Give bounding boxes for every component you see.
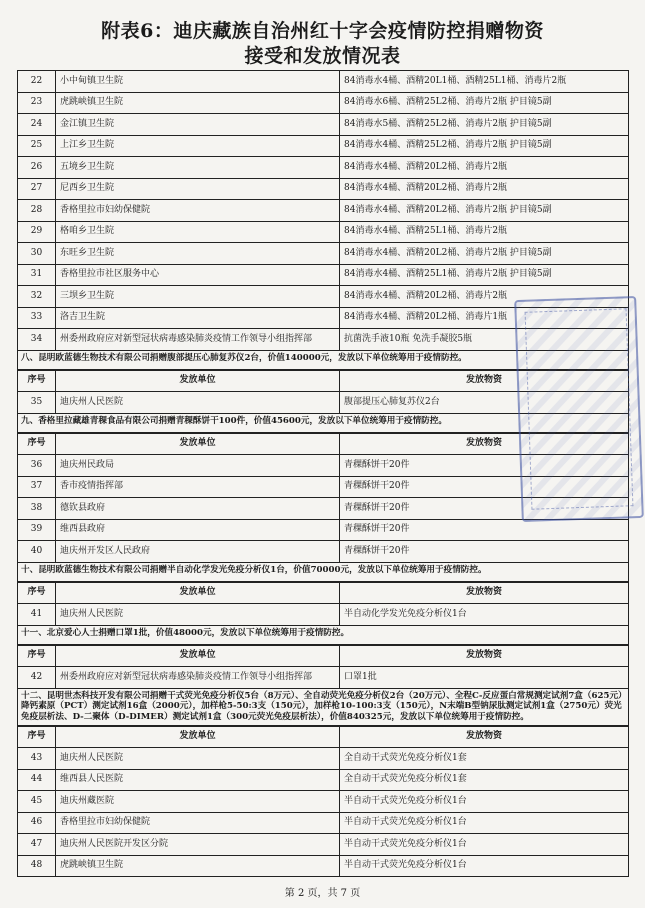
row-number: 38 bbox=[18, 498, 56, 520]
table-row bbox=[18, 455, 629, 477]
row-number: 32 bbox=[18, 286, 56, 308]
row-item: 84消毒水6桶、酒精25L2桶、消毒片2瓶 护目镜5副 bbox=[340, 92, 629, 114]
table-row bbox=[18, 71, 629, 93]
row-number: 39 bbox=[18, 519, 56, 541]
data-table bbox=[17, 370, 629, 414]
row-unit: 迪庆州人民医院 bbox=[56, 604, 340, 626]
row-item: 84消毒水4桶、酒精20L2桶、消毒片2瓶 护目镜5副 bbox=[340, 200, 629, 222]
row-unit: 格咱乡卫生院 bbox=[56, 221, 340, 243]
row-unit: 东旺乡卫生院 bbox=[56, 243, 340, 265]
row-number: 28 bbox=[18, 200, 56, 222]
document-subtitle: 接受和发放情况表 bbox=[244, 45, 401, 67]
row-unit: 尼西乡卫生院 bbox=[56, 178, 340, 200]
row-unit: 小中甸镇卫生院 bbox=[56, 71, 340, 93]
header-item: 发放物资 bbox=[340, 645, 629, 667]
header-no: 序号 bbox=[18, 726, 56, 748]
row-item: 半自动化学发光免疫分析仪1台 bbox=[340, 604, 629, 626]
row-number: 31 bbox=[18, 264, 56, 286]
row-number: 41 bbox=[18, 604, 56, 626]
row-unit: 迪庆州开发区人民政府 bbox=[56, 541, 340, 563]
row-number: 23 bbox=[18, 92, 56, 114]
header-no: 序号 bbox=[18, 582, 56, 604]
table-row bbox=[18, 667, 629, 689]
header-unit: 发放单位 bbox=[56, 433, 340, 455]
row-unit: 金江镇卫生院 bbox=[56, 114, 340, 136]
table-row bbox=[18, 264, 629, 286]
table-header-row bbox=[18, 370, 629, 392]
row-item: 青稞酥饼干20件 bbox=[340, 476, 629, 498]
row-item: 84消毒水5桶、酒精25L2桶、消毒片2瓶 护目镜5副 bbox=[340, 114, 629, 136]
table-row bbox=[18, 243, 629, 265]
row-unit: 迪庆州人民医院 bbox=[56, 748, 340, 770]
table-header-row bbox=[18, 433, 629, 455]
row-number: 47 bbox=[18, 834, 56, 856]
table-row bbox=[18, 748, 629, 770]
section-heading: 十一、北京爱心人士捐赠口罩1批，价值48000元，发放以下单位统筹用于疫情防控。 bbox=[17, 626, 629, 645]
row-item: 84消毒水4桶、酒精20L2桶、消毒片2瓶 bbox=[340, 286, 629, 308]
data-table bbox=[17, 645, 629, 689]
table-header-row bbox=[18, 582, 629, 604]
row-unit: 维西县人民医院 bbox=[56, 769, 340, 791]
row-unit: 虎跳峡镇卫生院 bbox=[56, 855, 340, 877]
row-item: 青稞酥饼干20件 bbox=[340, 519, 629, 541]
row-number: 44 bbox=[18, 769, 56, 791]
row-item: 全自动干式荧光免疫分析仪1套 bbox=[340, 769, 629, 791]
table-row bbox=[18, 812, 629, 834]
row-number: 40 bbox=[18, 541, 56, 563]
row-number: 46 bbox=[18, 812, 56, 834]
row-item: 青稞酥饼干20件 bbox=[340, 541, 629, 563]
table-row bbox=[18, 307, 629, 329]
row-number: 27 bbox=[18, 178, 56, 200]
header-unit: 发放单位 bbox=[56, 582, 340, 604]
table-row bbox=[18, 791, 629, 813]
row-item: 半自动干式荧光免疫分析仪1台 bbox=[340, 855, 629, 877]
table-row bbox=[18, 200, 629, 222]
header-item: 发放物资 bbox=[340, 433, 629, 455]
table-row bbox=[18, 392, 629, 414]
row-item: 半自动干式荧光免疫分析仪1台 bbox=[340, 791, 629, 813]
donation-table bbox=[17, 70, 629, 877]
row-item: 84消毒水4桶、酒精20L2桶、消毒片2瓶 护目镜5副 bbox=[340, 243, 629, 265]
header-no: 序号 bbox=[18, 433, 56, 455]
table-row bbox=[18, 834, 629, 856]
table-row bbox=[18, 476, 629, 498]
row-number: 45 bbox=[18, 791, 56, 813]
row-number: 26 bbox=[18, 157, 56, 179]
table-row bbox=[18, 286, 629, 308]
row-number: 24 bbox=[18, 114, 56, 136]
row-item: 口罩1批 bbox=[340, 667, 629, 689]
row-item: 全自动干式荧光免疫分析仪1套 bbox=[340, 748, 629, 770]
table-row bbox=[18, 92, 629, 114]
page-footer: 第 2 页，共 7 页 bbox=[284, 888, 361, 899]
section-heading: 十、昆明欧蓝德生物技术有限公司捐赠半自动化学发光免疫分析仪1台，价值70000元，发放以下单位统筹用于疫情防控。 bbox=[17, 563, 629, 582]
row-number: 22 bbox=[18, 71, 56, 93]
row-unit: 三坝乡卫生院 bbox=[56, 286, 340, 308]
table-row bbox=[18, 157, 629, 179]
row-number: 29 bbox=[18, 221, 56, 243]
row-item: 84消毒水4桶、酒精25L2桶、消毒片2瓶 护目镜5副 bbox=[340, 135, 629, 157]
row-number: 42 bbox=[18, 667, 56, 689]
row-item: 半自动干式荧光免疫分析仪1台 bbox=[340, 812, 629, 834]
row-number: 37 bbox=[18, 476, 56, 498]
table-header-row bbox=[18, 645, 629, 667]
row-number: 34 bbox=[18, 329, 56, 351]
section-heading: 八、昆明欧蓝德生物技术有限公司捐赠腹部提压心肺复苏仪2台，价值140000元，发放以下单位统筹用于疫情防控。 bbox=[17, 351, 629, 370]
data-table bbox=[17, 70, 629, 351]
section-heading: 九、香格里拉藏雄青稞食品有限公司捐赠青稞酥饼干100件，价值45600元，发放以下单位统筹用于疫情防控。 bbox=[17, 414, 629, 433]
header-no: 序号 bbox=[18, 645, 56, 667]
row-item: 腹部提压心肺复苏仪2台 bbox=[340, 392, 629, 414]
row-unit: 五境乡卫生院 bbox=[56, 157, 340, 179]
row-item: 84消毒水4桶、酒精20L2桶、消毒片1瓶 bbox=[340, 307, 629, 329]
table-row bbox=[18, 114, 629, 136]
row-unit: 香格里拉市社区服务中心 bbox=[56, 264, 340, 286]
table-row bbox=[18, 178, 629, 200]
row-unit: 香格里拉市妇幼保健院 bbox=[56, 812, 340, 834]
data-table bbox=[17, 582, 629, 626]
table-row bbox=[18, 329, 629, 351]
data-table bbox=[17, 433, 629, 563]
row-item: 抗菌洗手液10瓶 免洗手凝胶5瓶 bbox=[340, 329, 629, 351]
table-row bbox=[18, 855, 629, 877]
header-item: 发放物资 bbox=[340, 726, 629, 748]
row-unit: 洛吉卫生院 bbox=[56, 307, 340, 329]
row-unit: 迪庆州人民医院 bbox=[56, 392, 340, 414]
table-row bbox=[18, 604, 629, 626]
row-unit: 州委州政府应对新型冠状病毒感染肺炎疫情工作领导小组指挥部 bbox=[56, 667, 340, 689]
row-number: 35 bbox=[18, 392, 56, 414]
row-item: 84消毒水4桶、酒精25L1桶、消毒片2瓶 bbox=[340, 221, 629, 243]
row-item: 半自动干式荧光免疫分析仪1台 bbox=[340, 834, 629, 856]
row-number: 33 bbox=[18, 307, 56, 329]
row-number: 43 bbox=[18, 748, 56, 770]
header-no: 序号 bbox=[18, 370, 56, 392]
row-unit: 德钦县政府 bbox=[56, 498, 340, 520]
header-item: 发放物资 bbox=[340, 370, 629, 392]
table-header-row bbox=[18, 726, 629, 748]
row-item: 84消毒水4桶、酒精25L1桶、消毒片2瓶 护目镜5副 bbox=[340, 264, 629, 286]
row-number: 25 bbox=[18, 135, 56, 157]
row-unit: 迪庆州人民医院开发区分院 bbox=[56, 834, 340, 856]
header-unit: 发放单位 bbox=[56, 370, 340, 392]
row-unit: 迪庆州民政局 bbox=[56, 455, 340, 477]
row-unit: 上江乡卫生院 bbox=[56, 135, 340, 157]
row-number: 36 bbox=[18, 455, 56, 477]
row-unit: 香格里拉市妇幼保健院 bbox=[56, 200, 340, 222]
row-item: 青稞酥饼干20件 bbox=[340, 455, 629, 477]
table-row bbox=[18, 541, 629, 563]
row-number: 30 bbox=[18, 243, 56, 265]
data-table bbox=[17, 726, 629, 878]
row-unit: 迪庆州藏医院 bbox=[56, 791, 340, 813]
row-unit: 维西县政府 bbox=[56, 519, 340, 541]
section-heading: 十二、昆明世杰科技开发有限公司捐赠干式荧光免疫分析仪5台（8万元）、全自动荧光免疫分析仪2台（20万元）、全程C-反应蛋白常规测定试剂7盒（625元）降钙素原（PCT）测定试剂16盒（2000元），加样枪5-50:3支（150元），加样枪10-100:3支（150元），N末端B型钠尿肽测定试剂1盒（2750元）荧光免疫层析法、D-二聚体（D-DIMER）测定试剂1盒（300元荧光免疫层析法），价值840325元，发放以下单位统筹用于疫情防控。 bbox=[17, 689, 629, 726]
header-item: 发放物资 bbox=[340, 582, 629, 604]
table-row bbox=[18, 498, 629, 520]
row-item: 青稞酥饼干20件 bbox=[340, 498, 629, 520]
table-row bbox=[18, 135, 629, 157]
row-number: 48 bbox=[18, 855, 56, 877]
table-row bbox=[18, 519, 629, 541]
row-unit: 香市疫情指挥部 bbox=[56, 476, 340, 498]
table-row bbox=[18, 221, 629, 243]
header-unit: 发放单位 bbox=[56, 726, 340, 748]
row-item: 84消毒水4桶、酒精20L2桶、消毒片2瓶 bbox=[340, 178, 629, 200]
row-item: 84消毒水4桶、酒精20L1桶、酒精25L1桶、消毒片2瓶 bbox=[340, 71, 629, 93]
row-unit: 州委州政府应对新型冠状病毒感染肺炎疫情工作领导小组指挥部 bbox=[56, 329, 340, 351]
row-unit: 虎跳峡镇卫生院 bbox=[56, 92, 340, 114]
document-title: 附表6：迪庆藏族自治州红十字会疫情防控捐赠物资 bbox=[101, 20, 544, 42]
table-row bbox=[18, 769, 629, 791]
row-item: 84消毒水4桶、酒精20L2桶、消毒片2瓶 bbox=[340, 157, 629, 179]
header-unit: 发放单位 bbox=[56, 645, 340, 667]
